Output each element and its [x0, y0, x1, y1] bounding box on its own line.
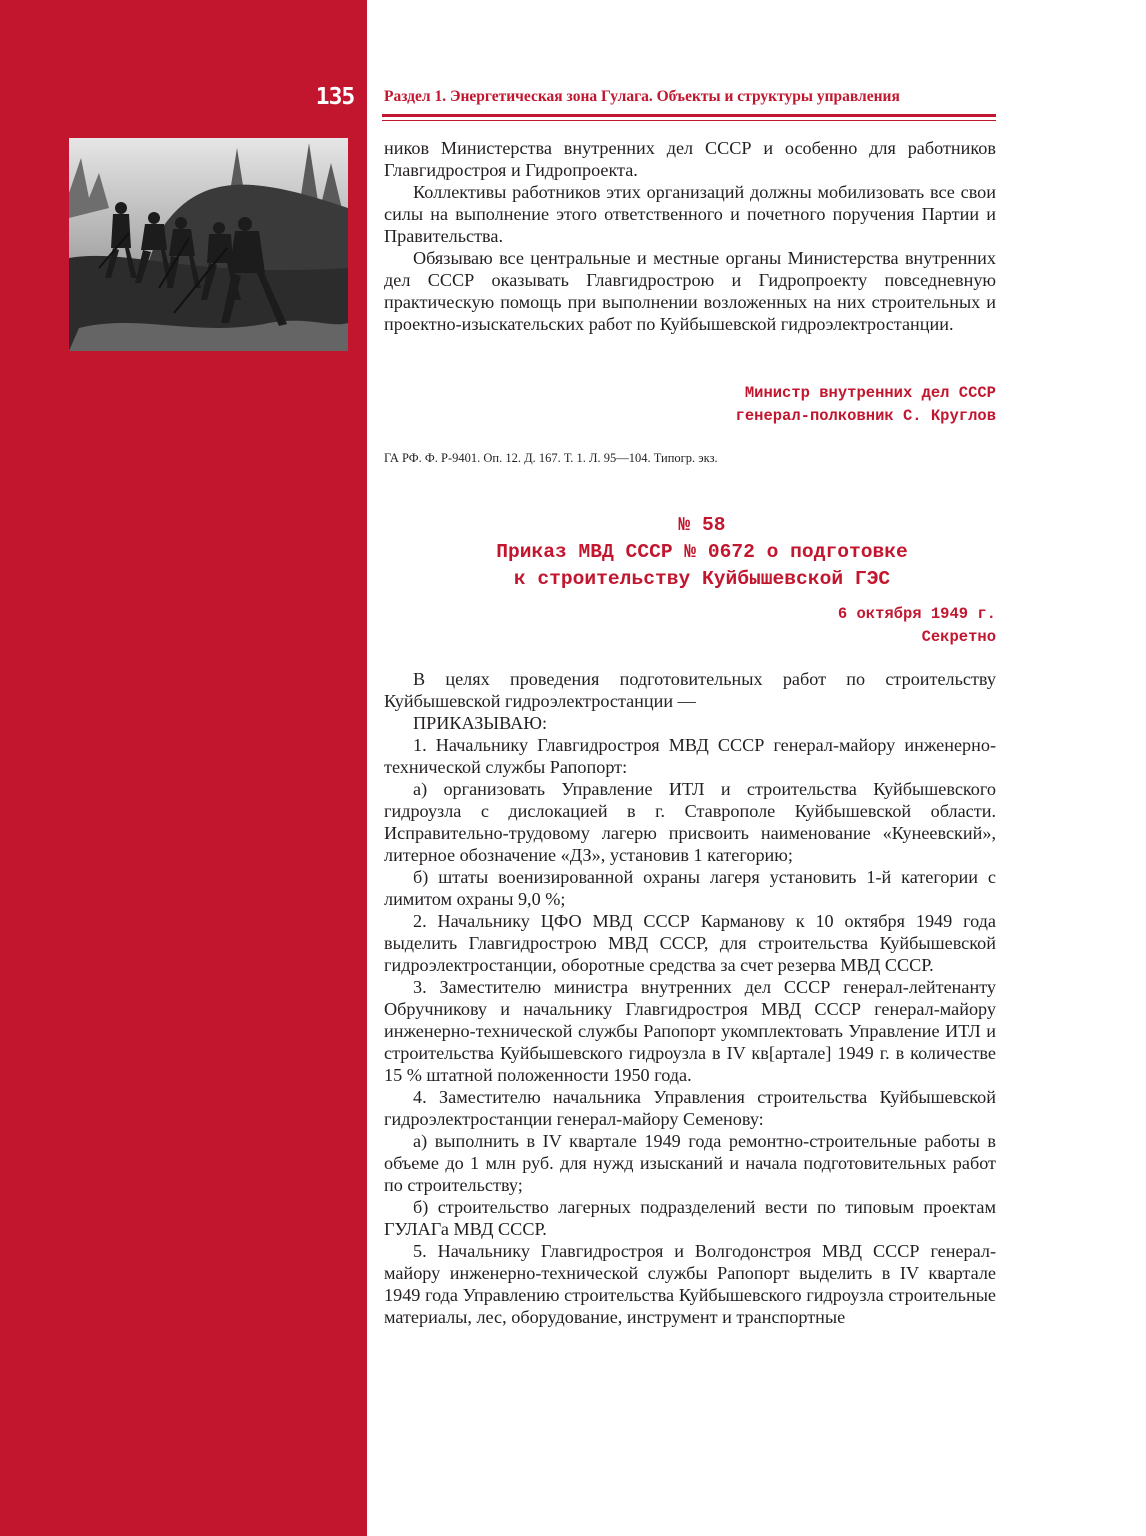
- paragraph: а) выполнить в IV квартале 1949 года ремонтно-строительные работы в объеме до 1 млн руб. для нужд изысканий и начала подготовительных работ по строительству;: [384, 1131, 996, 1195]
- paragraph: б) строительство лагерных подразделений вести по типовым проектам ГУЛАГа МВД СССР.: [384, 1197, 996, 1239]
- paragraph: а) организовать Управление ИТЛ и строительства Куйбышевского гидроузла с дислокацией в г. Ставрополе Куйбышевской области. Исправительно-трудовому лагерю присвоить наименование «Кунеевский», литерное обозначение «ДЗ», установив 1 категорию;: [384, 779, 996, 865]
- paragraph: б) штаты военизированной охраны лагеря установить 1-й категории с лимитом охраны 9,0 %;: [384, 867, 996, 909]
- classification-label: Секретно: [921, 628, 996, 646]
- document-number: № 58: [678, 514, 726, 536]
- paragraph: 1. Начальнику Главгидростроя МВД СССР генерал-майору инженерно-технической службы Рапопорт:: [384, 735, 996, 777]
- paragraph: 2. Начальнику ЦФО МВД СССР Карманову к 10 октября 1949 года выделить Главгидрострою МВД СССР, для строительства Куйбышевской гидроэлектростанции, оборотные средства за счет резерва МВД СССР.: [384, 911, 996, 975]
- paragraph: 3. Заместителю министра внутренних дел СССР генерал-лейтенанту Обручникову и начальнику Главгидростроя МВД СССР генерал-майору инженерно-технической службы Рапопорт укомплектовать Управление ИТЛ и строительства Куйбышевского гидроузла в IV кв[артале] 1949 г. в количестве 15 % штатной положенности 1950 года.: [384, 977, 996, 1085]
- paragraph: Коллективы работников этих организаций должны мобилизовать все свои силы на выполнение этого ответственного и почетного поручения Партии и Правительства.: [384, 182, 996, 246]
- paragraph: В целях проведения подготовительных работ по строительству Куйбышевской гидроэлектростанции —: [384, 669, 996, 711]
- previous-document-text: [384, 137, 996, 335]
- header-rule-thin: [382, 120, 996, 121]
- paragraph: ПРИКАЗЫВАЮ:: [413, 713, 548, 733]
- document-heading: [384, 512, 1020, 593]
- paragraph: 5. Начальнику Главгидростроя и Волгодонстроя МВД СССР генерал-майору инженерно-технической службы Рапопорт выделить в IV квартале 1949 года Управлению строительства Куйбышевского гидроузла строительные материалы, лес, оборудование, инструмент и транспортные: [384, 1241, 996, 1327]
- page-number: 135: [315, 84, 355, 110]
- archive-reference: ГА РФ. Ф. Р-9401. Оп. 12. Д. 167. Т. 1. Л. 95—104. Типогр. экз.: [384, 451, 718, 465]
- paragraph: 4. Заместителю начальника Управления строительства Куйбышевской гидроэлектростанции генерал-майору Семенову:: [384, 1087, 996, 1129]
- archival-photo: [69, 138, 348, 351]
- paragraph: ников Министерства внутренних дел СССР и особенно для работников Главгидростроя и Гидропроекта.: [384, 138, 996, 180]
- signature-name: генерал-полковник С. Круглов: [735, 407, 996, 425]
- header-rule: [382, 114, 996, 117]
- signature-title: Министр внутренних дел СССР: [744, 384, 996, 402]
- document-meta: [600, 603, 996, 649]
- running-header: Раздел 1. Энергетическая зона Гулага. Объекты и структуры управления: [384, 88, 900, 105]
- paragraph: Обязываю все центральные и местные органы Министерства внутренних дел СССР оказывать Главгидрострою и Гидропроекту повседневную практическую помощь при выполнении возложенных на них строительных и проектно-изыскательских работ по Куйбышевской гидроэлектростанции.: [384, 248, 996, 334]
- document-title-line-2: к строительству Куйбышевской ГЭС: [513, 568, 891, 590]
- document-date: 6 октября 1949 г.: [837, 605, 996, 623]
- document-title-line-1: Приказ МВД СССР № 0672 о подготовке: [496, 541, 908, 563]
- document-body: [384, 668, 996, 1328]
